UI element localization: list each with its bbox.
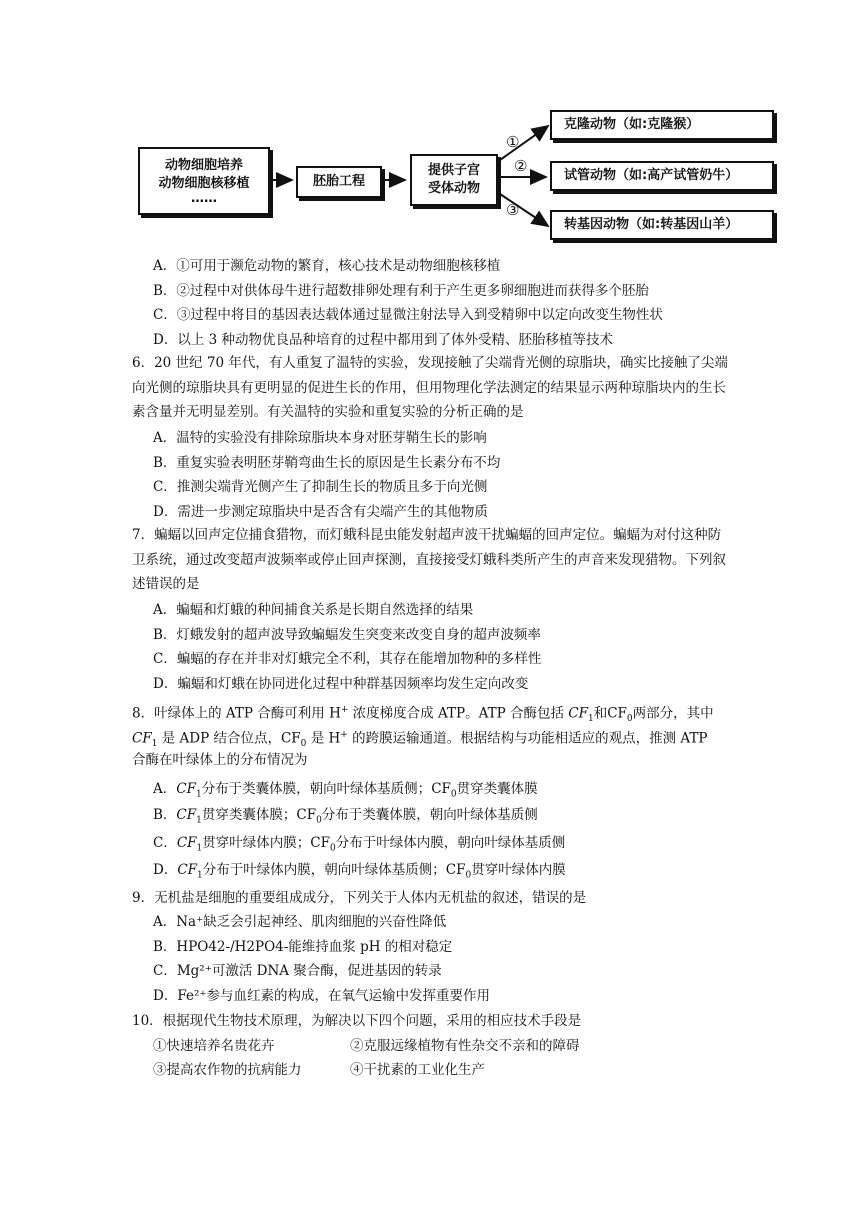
q5-option-a: A．①可用于濒危动物的繁育，核心技术是动物细胞核移植 <box>153 258 501 274</box>
q8-text-1a: 8．叶绿体上的 ATP 合酶可利用 <box>132 705 330 722</box>
q7-option-c: C．蝙蝠的存在并非对灯蛾完全不利，其存在能增加物种的多样性 <box>153 651 542 667</box>
clone-box <box>550 110 774 140</box>
q8-h-plus: + <box>340 705 349 715</box>
q10-item-4: ④干扰素的工业化生产 <box>350 1062 485 1078</box>
q8-b-cf0-sub: 0 <box>316 815 322 826</box>
q8-a-cf1: CF <box>176 781 196 797</box>
q9-option-a: A．Na⁺缺乏会引起神经、肌肉细胞的兴奋性降低 <box>153 914 447 930</box>
q8-text-1c: 两部分，其中 <box>632 705 714 722</box>
q8-d-text-2: 贯穿叶绿体内膜 <box>471 862 566 878</box>
q9-option-b: B．HPO42-/H2PO4-能维持血浆 pH 的相对稳定 <box>153 939 453 955</box>
q8-cf0-b-sub: 0 <box>300 739 307 750</box>
source-box <box>138 147 270 215</box>
q8-a-text-1: 分布于类囊体膜，朝向叶绿体基质侧； <box>201 781 432 797</box>
q8-and: 和 <box>593 705 608 722</box>
q5-option-b: B．②过程中对供体母牛进行超数排卵处理有利于产生更多卵细胞进而获得多个胚胎 <box>153 283 649 299</box>
q8-cf1-a-sub: 1 <box>587 714 594 725</box>
q6-option-b: B．重复实验表明胚芽鞘弯曲生长的原因是生长素分布不均 <box>153 455 501 471</box>
q8-d-cf1: CF <box>177 862 198 878</box>
q8-option-d <box>153 861 566 885</box>
q8-cf1-b-sub: 1 <box>151 739 158 750</box>
q9-option-d: D．Fe²⁺参与血红素的构成，在氧气运输中发挥重要作用 <box>153 988 490 1004</box>
q9-option-c: C．Mg²⁺可激活 DNA 聚合酶，促进基因的转录 <box>153 963 442 979</box>
q8-d-label: D． <box>153 862 178 878</box>
q8-c-text-2: 分布于叶绿体内膜，朝向叶绿体基质侧 <box>335 835 566 851</box>
q8-b-label: B． <box>153 807 177 823</box>
q8-cf0-b: CF <box>280 730 301 747</box>
q5-option-c: C．③过程中将目的基因表达载体通过显微注射法导入到受精卵中以定向改变生物性状 <box>153 307 663 323</box>
q10-stem: 10．根据现代生物技术原理，为解决以下四个问题，采用的相应技术手段是 <box>132 1013 582 1029</box>
q6-option-a: A．温特的实验没有排除琼脂块本身对胚芽鞘生长的影响 <box>153 430 487 446</box>
q8-a-cf0: CF <box>431 781 451 797</box>
q8-c-cf1-sub: 1 <box>196 843 203 854</box>
q6-option-c: C．推测尖端背光侧产生了抑制生长的物质且多于向光侧 <box>153 479 488 495</box>
source-line-2: 动物细胞核移植 <box>158 176 250 191</box>
ivf-label: 试管动物（如:高产试管奶牛） <box>564 168 739 183</box>
transgenic-label: 转基因动物（如:转基因山羊） <box>564 217 739 232</box>
q8-cf1-a: CF <box>568 705 588 722</box>
q8-d-text-1: 分布于叶绿体内膜，朝向叶绿体基质侧； <box>202 862 446 878</box>
q8-text-1b: 浓度梯度合成 ATP。ATP 合酶包括 <box>348 705 569 722</box>
q8-h: H <box>329 705 341 722</box>
marker-2: ② <box>514 157 528 175</box>
q8-d-cf0-sub: 0 <box>465 870 472 881</box>
q8-c-cf1: CF <box>176 835 197 851</box>
q8-d-cf0: CF <box>445 862 466 878</box>
flow-diagram <box>0 0 860 250</box>
ivf-box <box>550 161 774 191</box>
embryo-box <box>296 166 382 198</box>
marker-3: ③ <box>506 201 520 219</box>
q8-option-a <box>153 780 538 804</box>
q8-a-label: A． <box>153 781 177 797</box>
q5-option-d: D．以上 3 种动物优良品种培育的过程中都用到了体外受精、胚胎移植等技术 <box>153 332 613 348</box>
q8-option-c <box>153 834 565 858</box>
recipient-line-2: 受体动物 <box>427 181 480 196</box>
q8-c-cf0-sub: 0 <box>329 843 336 854</box>
q8-c-cf0: CF <box>310 835 330 851</box>
q8-b-text-2: 分布于类囊体膜，朝向叶绿体基质侧 <box>321 807 538 823</box>
recipient-box <box>410 154 498 206</box>
q8-text-2c: 的跨膜运输通道。根据结构与功能相适应的观点，推测 ATP <box>347 730 708 747</box>
marker-1: ① <box>506 133 520 151</box>
q8-b-text-1: 贯穿类囊体膜； <box>201 807 297 823</box>
q8-cf0-a: CF <box>607 705 627 722</box>
q8-h-plus-2: + <box>340 730 348 740</box>
q7-option-a: A．蝙蝠和灯蛾的种间捕食关系是长期自然选择的结果 <box>153 602 474 618</box>
q8-cf1-b: CF <box>132 730 152 747</box>
q8-cf0-a-sub: 0 <box>626 714 633 725</box>
source-line-3: …… <box>191 191 217 206</box>
q8-c-label: C． <box>153 835 177 851</box>
q9-stem: 9．无机盐是细胞的重要组成成分，下列关于人体内无机盐的叙述，错误的是 <box>132 890 587 906</box>
q8-h-2: H <box>328 730 341 747</box>
source-line-1: 动物细胞培养 <box>164 158 243 173</box>
embryo-label: 胚胎工程 <box>312 174 365 189</box>
q10-item-2: ②克服远缘植物有性杂交不亲和的障碍 <box>350 1038 580 1054</box>
q8-a-text-2: 贯穿类囊体膜 <box>456 781 538 797</box>
q8-b-cf1: CF <box>176 807 197 823</box>
q8-stem-line-1 <box>132 701 732 728</box>
q8-text-2a: 是 ADP 结合位点， <box>157 730 281 747</box>
q8-b-cf0: CF <box>296 807 317 823</box>
q8-b-cf1-sub: 1 <box>196 815 202 826</box>
q6-option-d: D．需进一步测定琼脂块中是否含有尖端产生的其他物质 <box>153 504 488 520</box>
q8-option-b <box>153 806 538 830</box>
q8-a-cf0-sub: 0 <box>450 789 457 800</box>
q8-d-cf1-sub: 1 <box>197 870 203 881</box>
q7-stem: 7．蝙蝠以回声定位捕食猎物，而灯蛾科昆虫能发射超声波干扰蝙蝠的回声定位。蝙蝠为对付这种防卫系统，通过改变超声波频率或停止回声探测，直接接受灯蛾科类所产生的声音来发现猎物。下列叙述错误的是 <box>132 527 726 592</box>
q7-option-b: B．灯蛾发射的超声波导致蝙蝠发生突变来改变自身的超声波频率 <box>153 627 541 643</box>
q8-a-cf1-sub: 1 <box>195 789 202 800</box>
q10-item-3: ③提高农作物的抗病能力 <box>153 1062 302 1078</box>
clone-label: 克隆动物（如:克隆猴） <box>564 117 700 132</box>
q8-stem-line-3: 合酶在叶绿体上的分布情况为 <box>132 752 308 768</box>
transgenic-box <box>550 210 774 240</box>
recipient-line-1: 提供子宫 <box>427 163 480 178</box>
q8-stem-line-2 <box>132 726 732 753</box>
q8-text-2b: 是 <box>306 730 329 747</box>
q7-option-d: D．蝙蝠和灯蛾在协同进化过程中种群基因频率均发生定向改变 <box>153 676 529 692</box>
q6-stem: 6．20 世纪 70 年代，有人重复了温特的实验，发现接触了尖端背光侧的琼脂块，确实比接触了尖端向光侧的琼脂块具有更明显的促进生长的作用，但用物理化学法测定的结果显示两种琼脂块内的生长素含量并无明显差别。有关温特的实验和重复实验的分析正确的是 <box>132 355 728 420</box>
q8-c-text-1: 贯穿叶绿体内膜； <box>202 835 311 851</box>
q10-item-1: ①快速培养名贵花卉 <box>153 1038 275 1054</box>
